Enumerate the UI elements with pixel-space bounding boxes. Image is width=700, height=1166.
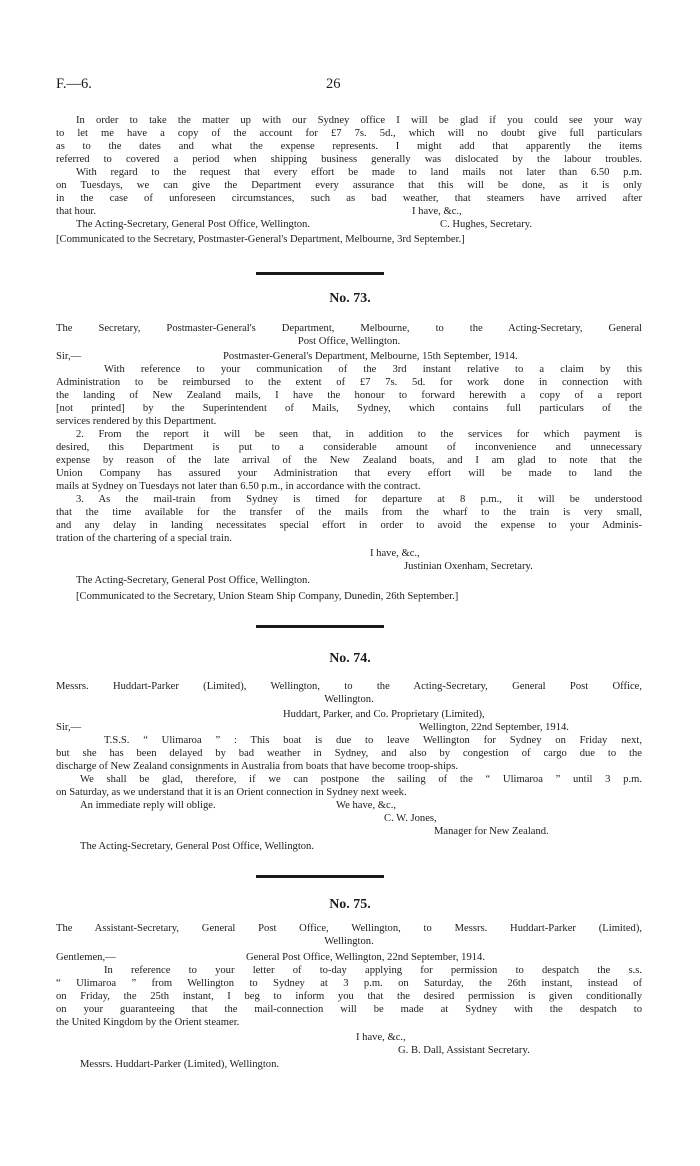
company-name: Huddart, Parker, and Co. Proprietary (Limited), xyxy=(283,709,485,720)
text-line: In reference to your letter of to-day applying for permission to despatch the s.s. xyxy=(104,965,642,976)
addressee: The Acting-Secretary, General Post Office, Wellington. xyxy=(80,841,315,852)
text-line: expense by reason of the late arrival of the New Zealand boats, and I am glad to note that the xyxy=(56,455,642,466)
closing: I have, &c., xyxy=(412,206,462,217)
text-line: in the case of unforeseen circumstances, such as bad weather, that steamers have arrived after xyxy=(56,193,642,204)
text-line: [not printed] by the Superintendent of Mails, Sydney, which contains full particulars of the xyxy=(56,403,642,414)
section-divider xyxy=(256,625,384,628)
addressee: Messrs. Huddart-Parker (Limited), Wellington. xyxy=(80,1059,280,1070)
text-line: Administration to be reimbursed to the extent of £7 7s. 5d. for work done in connection with xyxy=(56,377,642,388)
salutation: Sir,— xyxy=(56,722,82,733)
page-number: 26 xyxy=(326,76,341,92)
text-line: 2. From the report it will be seen that, in addition to the services for which payment is xyxy=(76,429,642,440)
dateline: General Post Office, Wellington, 22nd September, 1914. xyxy=(246,952,485,963)
report-code: F.—6. xyxy=(56,76,92,92)
text-line: that the time available for the transfer of the mails from the wharf to the train is very small, xyxy=(56,507,642,518)
dateline: Wellington, 22nd September, 1914. xyxy=(419,722,569,733)
text-line: on Tuesdays, we can give the Department every assurance that this will be done, as it is only xyxy=(56,180,642,191)
salutation: Gentlemen,— xyxy=(56,952,116,963)
text-line: In order to take the matter up with our Sydney office I will be glad if you could see your way xyxy=(76,115,642,126)
salutation: Sir,— xyxy=(56,351,82,362)
text-line: on Friday, the 25th instant, I beg to inform you that the desired permission is given conditionally xyxy=(56,991,642,1002)
communicated-note: [Communicated to the Secretary, Postmaster-General's Department, Melbourne, 3rd September.] xyxy=(56,234,465,245)
section-divider xyxy=(256,272,384,275)
letter-heading: The Secretary, Postmaster-General's Department, Melbourne, to the Acting-Secretary, General xyxy=(56,323,642,334)
text-line: and any delay in landing necessitates special effort in order to avoid the expense to your Adminis- xyxy=(56,520,642,531)
letter-number: No. 73. xyxy=(329,291,371,306)
letter-number: No. 75. xyxy=(329,897,371,912)
text-line: 3. As the mail-train from Sydney is timed for departure at 8 p.m., it will be understood xyxy=(76,494,642,505)
text-line: referred to covered a period when shipping business generally was dislocated by the labour troubles. xyxy=(56,154,642,165)
text-line: on Saturday, as we understand that it is an Orient connection in Sydney next week. xyxy=(56,787,407,798)
addressee: The Acting-Secretary, General Post Office, Wellington. xyxy=(76,219,311,230)
closing: We have, &c., xyxy=(336,800,397,811)
letter-number: No. 74. xyxy=(329,651,371,666)
text-line: desired, this Department is put to a considerable amount of inconvenience and unnecessary xyxy=(56,442,642,453)
letter-heading: Post Office, Wellington. xyxy=(297,336,401,347)
signature-name: C. W. Jones, xyxy=(384,813,437,824)
text-line: We shall be glad, therefore, if we can postpone the sailing of the “ Ulimaroa ” until 3 p.m. xyxy=(80,774,642,785)
communicated-note: [Communicated to the Secretary, Union Steam Ship Company, Dunedin, 26th September.] xyxy=(76,591,459,602)
text-line: discharge of New Zealand consignments in Australia from boats that have become troop-ships. xyxy=(56,761,458,772)
section-divider xyxy=(256,875,384,878)
signature: Justinian Oxenham, Secretary. xyxy=(404,561,533,572)
text-line: the landing of New Zealand mails, I have the honour to forward herewith a copy of a report xyxy=(56,390,642,401)
letter-heading: Wellington. xyxy=(324,694,374,705)
addressee: The Acting-Secretary, General Post Office, Wellington. xyxy=(76,575,311,586)
text-line: services rendered by this Department. xyxy=(56,416,217,427)
signature: G. B. Dall, Assistant Secretary. xyxy=(398,1045,530,1056)
text-line: “ Ulimaroa ” from Wellington to Sydney at 3 p.m. on Saturday, the 26th instant, instead of xyxy=(56,978,642,989)
text-line: T.S.S. “ Ulimaroa ” : This boat is due to leave Wellington for Sydney on Friday next, xyxy=(104,735,642,746)
text-line: With reference to your communication of the 3rd instant relative to a claim by this xyxy=(104,364,642,375)
text-line: to let me have a copy of the account for £7 7s. 5d., which will no doubt give full particulars xyxy=(56,128,642,139)
text-line: With regard to the request that every effort be made to land mails not later than 6.50 p.m. xyxy=(76,167,642,178)
text-line: Union Company has assured your Administration that every effort will be made to land the xyxy=(56,468,642,479)
dateline: Postmaster-General's Department, Melbourne, 15th September, 1914. xyxy=(223,351,518,362)
closing: I have, &c., xyxy=(356,1032,406,1043)
letter-heading: Messrs. Huddart-Parker (Limited), Wellington, to the Acting-Secretary, General Post Office, xyxy=(56,681,642,692)
text-line: mails at Sydney on Tuesdays not later than 6.50 p.m., in accordance with the contract. xyxy=(56,481,421,492)
signature-title: Manager for New Zealand. xyxy=(434,826,549,837)
signature: C. Hughes, Secretary. xyxy=(440,219,532,230)
text-line: tration of the chartering of a special train. xyxy=(56,533,232,544)
letter-heading: The Assistant-Secretary, General Post Office, Wellington, to Messrs. Huddart-Parker (Limited), xyxy=(56,923,642,934)
letter-heading: Wellington. xyxy=(324,936,374,947)
closing: I have, &c., xyxy=(370,548,420,559)
text-line: the United Kingdom by the Orient steamer. xyxy=(56,1017,240,1028)
text-line: but she has been delayed by bad weather in Sydney, and also by congestion of cargo due to the xyxy=(56,748,642,759)
text-line: An immediate reply will oblige. xyxy=(80,800,216,811)
text-line: that hour. xyxy=(56,206,97,217)
text-line: on your guaranteeing that the mail-connection will be made at Sydney with the despatch to xyxy=(56,1004,642,1015)
text-line: as to the dates and what the expense represents. I might add that apparently the items xyxy=(56,141,642,152)
